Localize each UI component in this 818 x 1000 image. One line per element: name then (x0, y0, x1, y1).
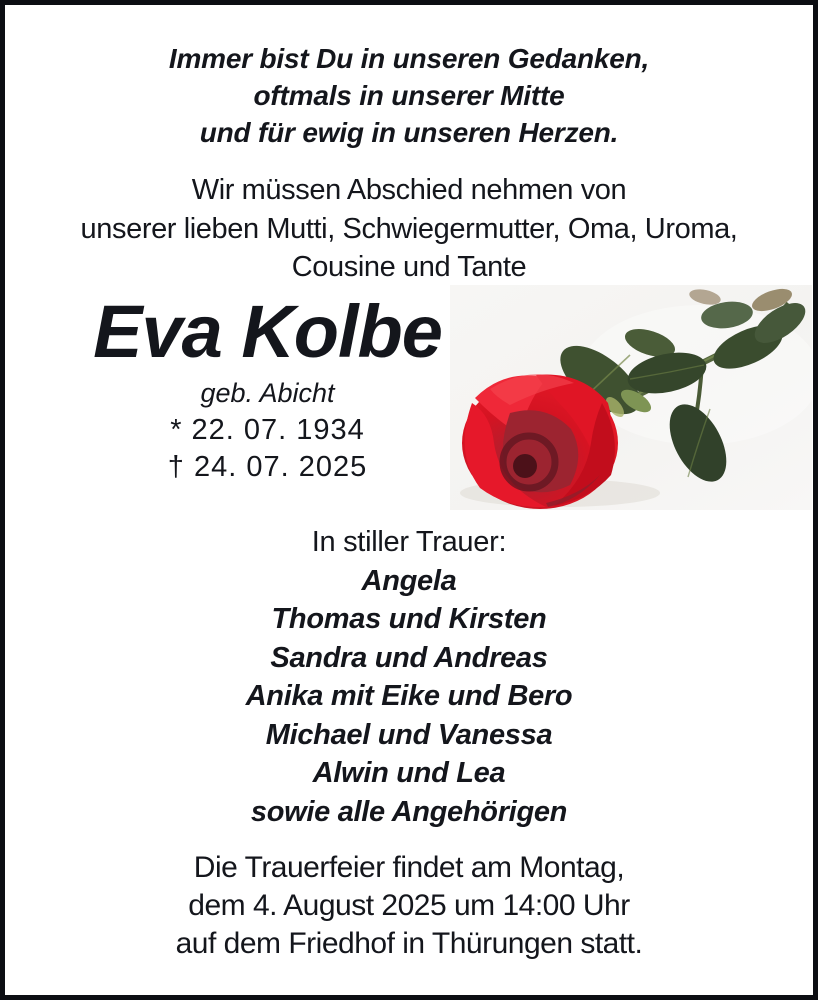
rose-photo (450, 285, 812, 510)
maiden-name: geb. Abicht (200, 378, 335, 408)
mourner-line: Michael und Vanessa (265, 718, 553, 751)
farewell-intro (0, 171, 818, 287)
verse-line: Immer bist Du in unseren Gedanken, (168, 43, 650, 74)
intro-line: Wir müssen Abschied nehmen von (191, 174, 627, 206)
verse-line: oftmals in unserer Mitte (253, 80, 565, 111)
memorial-verse (0, 40, 818, 151)
birth-date: * 22. 07. 1934 (170, 414, 365, 446)
deceased-name: Eva Kolbe (93, 290, 442, 373)
mourning-header: In stiller Trauer: (311, 526, 507, 558)
rose-illustration (450, 285, 812, 510)
intro-line: unserer lieben Mutti, Schwiegermutter, Oma, Uroma, (80, 212, 738, 245)
death-date: † 24. 07. 2025 (167, 451, 368, 483)
deceased-block (25, 290, 510, 484)
funeral-line: auf dem Friedhof in Thürungen statt. (175, 927, 643, 960)
mourner-line: Angela (361, 564, 457, 597)
mourner-line: Thomas und Kirsten (271, 603, 547, 635)
funeral-line: Die Trauerfeier findet am Montag, (193, 851, 625, 884)
funeral-line: dem 4. August 2025 um 14:00 Uhr (188, 889, 630, 922)
verse-line: und für ewig in unseren Herzen. (199, 117, 619, 148)
funeral-info (0, 849, 818, 963)
mourner-line: sowie alle Angehörigen (250, 795, 568, 828)
mourning-section (0, 523, 818, 831)
intro-line: Cousine und Tante (291, 251, 527, 283)
mourner-line: Anika mit Eike und Bero (245, 680, 573, 712)
mourner-line: Alwin und Lea (312, 757, 506, 789)
rose-bloom (462, 374, 618, 509)
mourner-line: Sandra und Andreas (270, 641, 548, 674)
